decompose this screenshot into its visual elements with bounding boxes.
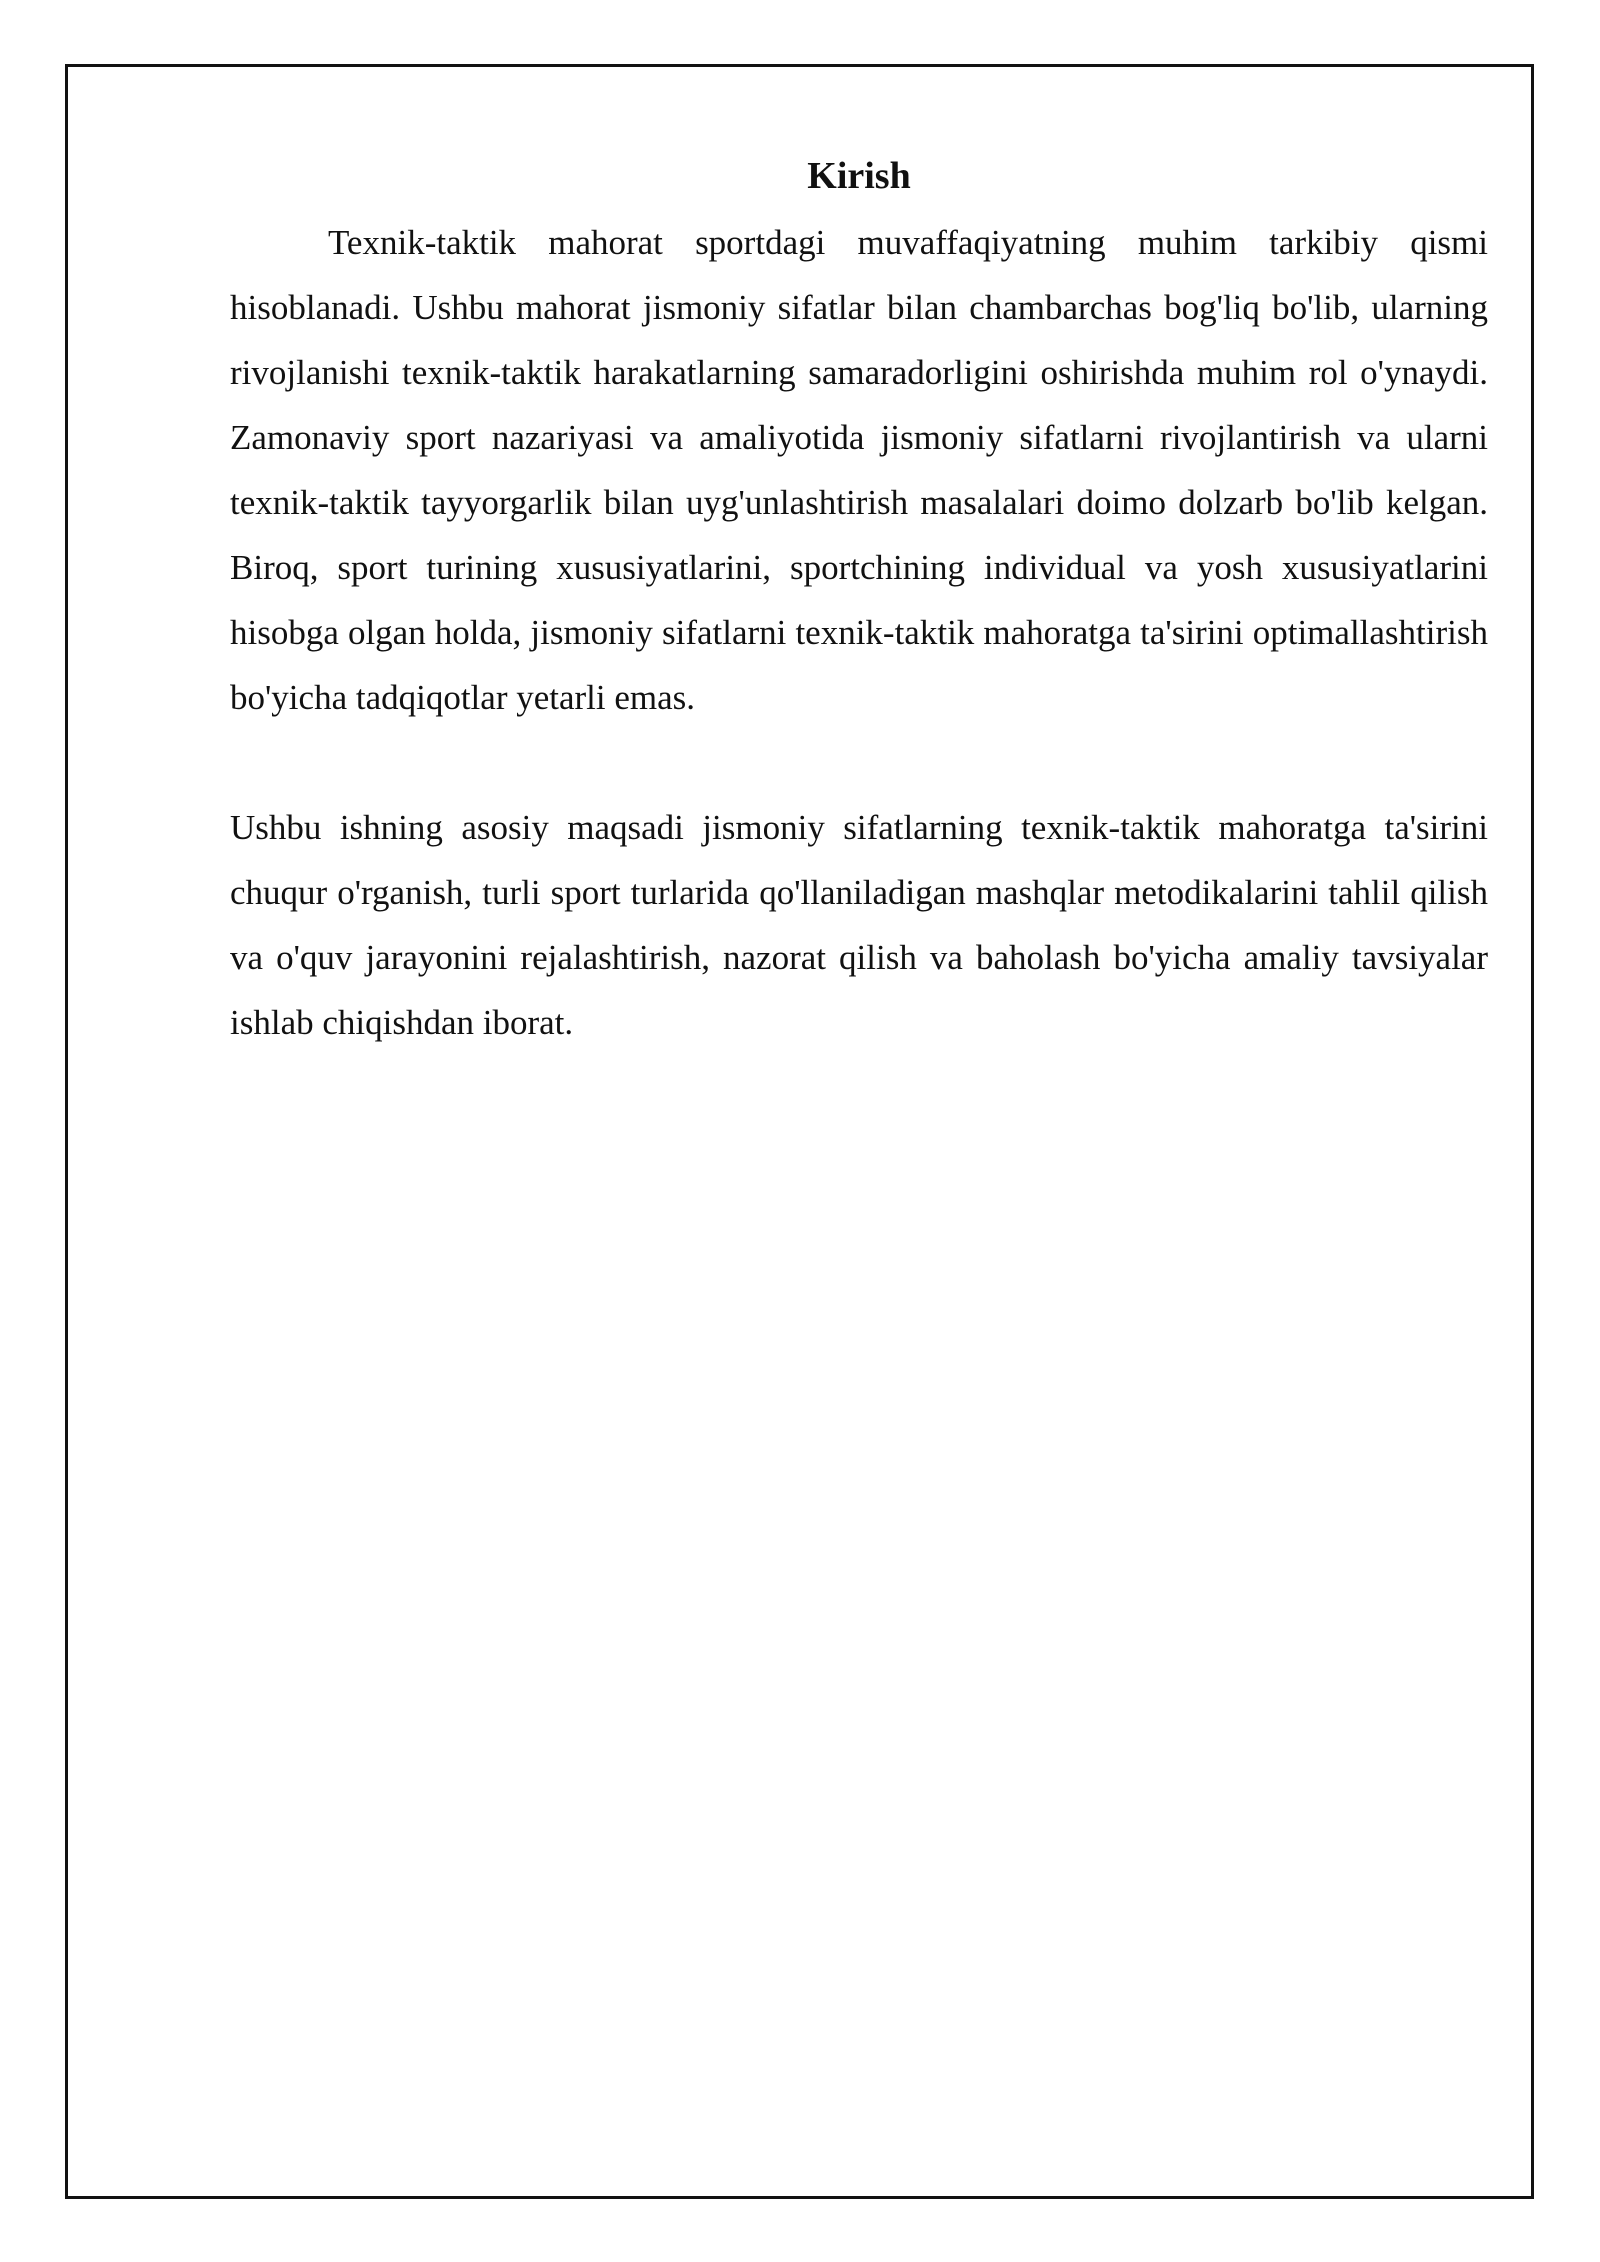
document-body xyxy=(230,150,1488,1055)
goal-paragraph: Ushbu ishning asosiy maqsadi jismoniy sifatlarning texnik-taktik mahoratga ta'sirini chuqur o'rganish, turli sport turlarida qo'llaniladigan mashqlar metodikalarini tahlil qilish va o'quv jarayonini rejalashtirish, nazorat qilish va baholash bo'yicha amaliy tavsiyalar ishlab chiqishdan iborat. xyxy=(230,808,1488,1042)
page-title: Kirish xyxy=(807,155,911,197)
intro-paragraph: Texnik-taktik mahorat sportdagi muvaffaqiyatning muhim tarkibiy qismi hisoblanadi. Ushbu mahorat jismoniy sifatlar bilan chambarchas bog'liq bo'lib, ularning rivojlanishi texnik-taktik harakatlarning samaradorligini oshirishda muhim rol o'ynaydi. Zamonaviy sport nazariyasi va amaliyotida jismoniy sifatlarni rivojlantirish va ularni texnik-taktik tayyorgarlik bilan uyg'unlashtirish masalalari doimo dolzarb bo'lib kelgan. Biroq, sport turining xususiyatlarini, sportchining individual va yosh xususiyatlarini hisobga olgan holda, jismoniy sifatlarni texnik-taktik mahoratga ta'sirini optimallashtirish bo'yicha tadqiqotlar yetarli emas. xyxy=(230,223,1488,717)
paragraph-spacer xyxy=(230,730,1488,795)
